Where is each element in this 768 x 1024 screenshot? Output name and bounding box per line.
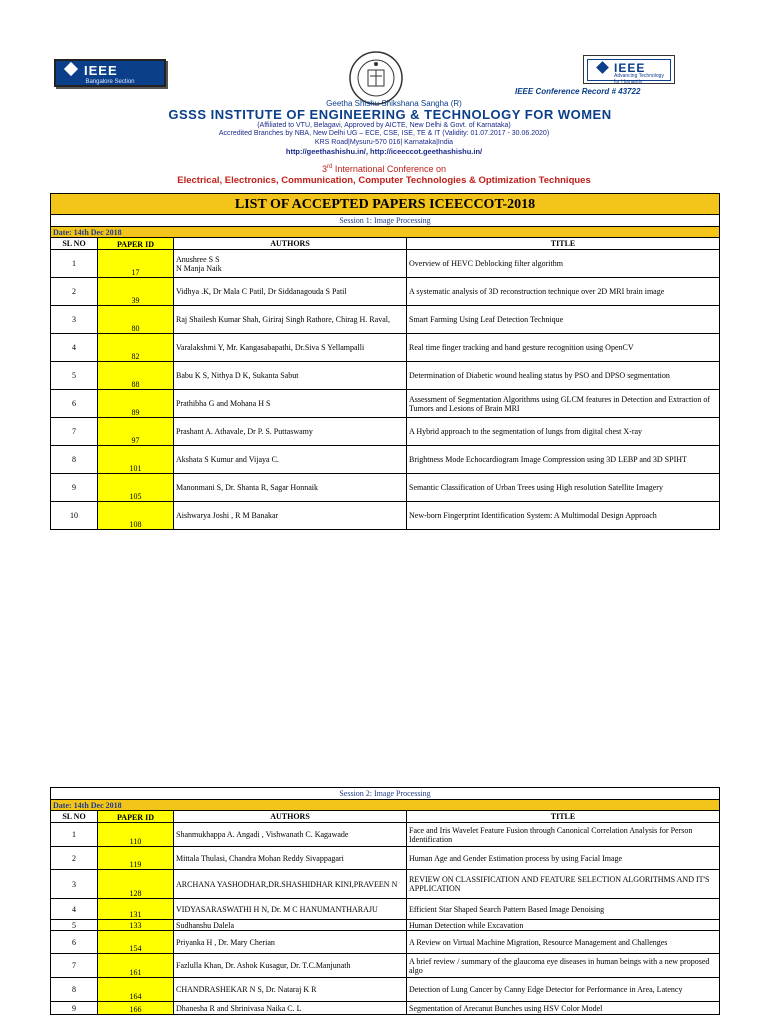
authors-cell: Sudhanshu Dalela bbox=[174, 920, 407, 931]
authors-cell: ARCHANA YASHODHAR,DR.SHASHIDHAR KINI,PRAVEEN N bbox=[174, 870, 407, 899]
authors-cell: VIDYASARASWATHI H N, Dr. M C HANUMANTHARAJU bbox=[174, 899, 407, 920]
session2-table bbox=[50, 787, 720, 1015]
sl-no-cell: 8 bbox=[51, 446, 98, 474]
authors-cell: Varalakshmi Y, Mr. Kangasabapathi, Dr.Siva S Yellampalli bbox=[174, 334, 407, 362]
col-authors: AUTHORS bbox=[174, 811, 407, 823]
sl-no-cell: 3 bbox=[51, 870, 98, 899]
authors-cell: Priyanka H , Dr. Mary Cherian bbox=[174, 931, 407, 954]
ieee-advancing-logo: IEEE Advancing Technology for Humanity bbox=[583, 55, 675, 84]
sl-no-cell: 10 bbox=[51, 502, 98, 530]
sl-no-cell: 3 bbox=[51, 306, 98, 334]
institute-emblem-icon bbox=[346, 50, 406, 106]
conference-number: 3rd International Conference on bbox=[322, 164, 446, 174]
conference-title: Electrical, Electronics, Communication, Computer Technologies & Optimization Techniques bbox=[177, 175, 591, 186]
authors-cell: Babu K S, Nithya D K, Sukanta Sabut bbox=[174, 362, 407, 390]
table-row bbox=[51, 978, 720, 1002]
paper-id-cell: 39 bbox=[98, 278, 174, 306]
sl-no-cell: 8 bbox=[51, 978, 98, 1002]
session-date: Date: 14th Dec 2018 bbox=[51, 227, 720, 238]
title-cell: Segmentation of Arecanut Bunches using HSV Color Model bbox=[407, 1002, 720, 1015]
sl-no-cell: 6 bbox=[51, 390, 98, 418]
title-cell: Real time finger tracking and hand gesture recognition using OpenCV bbox=[407, 334, 720, 362]
paper-id-cell: 133 bbox=[98, 920, 174, 931]
sangha-name: Geetha Shishu Shikshana Sangha (R) bbox=[326, 99, 462, 108]
title-cell: A brief review / summary of the glaucoma eye diseases in human beings with a new proposed algo bbox=[407, 954, 720, 978]
session1-table bbox=[50, 193, 720, 530]
sl-no-cell: 1 bbox=[51, 823, 98, 847]
table-row bbox=[51, 446, 720, 474]
authors-cell: Vidhya .K, Dr Mala C Patil, Dr Siddanagouda S Patil bbox=[174, 278, 407, 306]
col-slno: SL NO bbox=[51, 238, 98, 250]
paper-id-cell: 110 bbox=[98, 823, 174, 847]
title-cell: Overview of HEVC Deblocking filter algorithm bbox=[407, 250, 720, 278]
paper-id-cell: 154 bbox=[98, 931, 174, 954]
conference-record: IEEE Conference Record # 43722 bbox=[515, 87, 641, 96]
table-row bbox=[51, 899, 720, 920]
title-cell: Brightness Mode Echocardiogram Image Compression using 3D LEBP and 3D SPIHT bbox=[407, 446, 720, 474]
title-cell: Human Detection while Excavation bbox=[407, 920, 720, 931]
paper-id-cell: 161 bbox=[98, 954, 174, 978]
paper-id-cell: 164 bbox=[98, 978, 174, 1002]
sl-no-cell: 7 bbox=[51, 954, 98, 978]
paper-id-cell: 131 bbox=[98, 899, 174, 920]
title-cell: New-born Fingerprint Identification System: A Multimodal Design Approach bbox=[407, 502, 720, 530]
table-header bbox=[51, 811, 720, 823]
ieee-bangalore-logo: IEEE Bangalore Section bbox=[54, 59, 166, 87]
col-authors: AUTHORS bbox=[174, 238, 407, 250]
title-cell: Smart Farming Using Leaf Detection Technique bbox=[407, 306, 720, 334]
col-title: TITLE bbox=[407, 238, 720, 250]
title-cell: A systematic analysis of 3D reconstruction technique over 2D MRI brain image bbox=[407, 278, 720, 306]
paper-id-cell: 80 bbox=[98, 306, 174, 334]
ieee-diamond-icon bbox=[596, 61, 609, 74]
title-cell: REVIEW ON CLASSIFICATION AND FEATURE SELECTION ALGORITHMS AND IT'S APPLICATION bbox=[407, 870, 720, 899]
table-row bbox=[51, 502, 720, 530]
paper-id-cell: 17 bbox=[98, 250, 174, 278]
title-cell: Semantic Classification of Urban Trees using High resolution Satellite Imagery bbox=[407, 474, 720, 502]
paper-id-cell: 89 bbox=[98, 390, 174, 418]
authors-cell: Prathibha G and Mohana H S bbox=[174, 390, 407, 418]
authors-cell: Prashant A. Athavale, Dr P. S. Puttaswamy bbox=[174, 418, 407, 446]
authors-cell: Mittala Thulasi, Chandra Mohan Reddy Sivappagari bbox=[174, 847, 407, 870]
paper-id-cell: 166 bbox=[98, 1002, 174, 1015]
authors-cell: Akshata S Kumur and Vijaya C. bbox=[174, 446, 407, 474]
table-row bbox=[51, 931, 720, 954]
table-row bbox=[51, 250, 720, 278]
authors-cell: Dhanesha R and Shrinivasa Naika C. L bbox=[174, 1002, 407, 1015]
paper-id-cell: 101 bbox=[98, 446, 174, 474]
table-row bbox=[51, 920, 720, 931]
col-paper-id: PAPER ID bbox=[98, 238, 174, 250]
title-cell: A Hybrid approach to the segmentation of lungs from digital chest X-ray bbox=[407, 418, 720, 446]
sl-no-cell: 6 bbox=[51, 931, 98, 954]
list-title: LIST OF ACCEPTED PAPERS ICEECCOT-2018 bbox=[51, 194, 720, 215]
accreditation: Accredited Branches by NBA, New Delhi UG – ECE, CSE, ISE, TE & IT (Validity: 01.07.2017 - 30.06.2020) bbox=[218, 130, 550, 137]
title-cell: Face and Iris Wavelet Feature Fusion through Canonical Correlation Analysis for Person Identification bbox=[407, 823, 720, 847]
table-row bbox=[51, 362, 720, 390]
table-row bbox=[51, 418, 720, 446]
session-date: Date: 14th Dec 2018 bbox=[51, 800, 720, 811]
paper-id-cell: 128 bbox=[98, 870, 174, 899]
title-cell: Efficient Star Shaped Search Pattern Based Image Denoising bbox=[407, 899, 720, 920]
authors-cell: Raj Shailesh Kumar Shah, Giriraj Singh Rathore, Chirag H. Raval, bbox=[174, 306, 407, 334]
sl-no-cell: 9 bbox=[51, 1002, 98, 1015]
sl-no-cell: 5 bbox=[51, 920, 98, 931]
authors-cell: Anushree S S N Manja Naik bbox=[174, 250, 407, 278]
paper-id-cell: 105 bbox=[98, 474, 174, 502]
table-row bbox=[51, 870, 720, 899]
col-paper-id: PAPER ID bbox=[98, 811, 174, 823]
authors-cell: Aishwarya Joshi , R M Banakar bbox=[174, 502, 407, 530]
session-title: Session 2: Image Processing bbox=[51, 788, 720, 800]
title-cell: Assessment of Segmentation Algorithms using GLCM features in Detection and Extraction of Tumors and Lesions of Brain MRI bbox=[407, 390, 720, 418]
table-header bbox=[51, 238, 720, 250]
title-cell: Detection of Lung Cancer by Canny Edge Detector for Performance in Area, Latency bbox=[407, 978, 720, 1002]
paper-id-cell: 108 bbox=[98, 502, 174, 530]
sl-no-cell: 9 bbox=[51, 474, 98, 502]
table-row bbox=[51, 390, 720, 418]
table-row bbox=[51, 847, 720, 870]
col-slno: SL NO bbox=[51, 811, 98, 823]
authors-cell: Fazlulla Khan, Dr. Ashok Kusagur, Dr. T.C.Manjunath bbox=[174, 954, 407, 978]
paper-id-cell: 119 bbox=[98, 847, 174, 870]
table-row bbox=[51, 306, 720, 334]
table-row bbox=[51, 1002, 720, 1015]
sl-no-cell: 2 bbox=[51, 278, 98, 306]
sl-no-cell: 4 bbox=[51, 899, 98, 920]
paper-id-cell: 82 bbox=[98, 334, 174, 362]
paper-id-cell: 88 bbox=[98, 362, 174, 390]
table-row bbox=[51, 474, 720, 502]
table-row bbox=[51, 954, 720, 978]
session-title: Session 1: Image Processing bbox=[51, 215, 720, 227]
address: KRS Road|Mysuru-570 016| Karnataka|India bbox=[314, 139, 454, 146]
affiliation: (Affiliated to VTU, Belagavi, Approved by AICTE, New Delhi & Govt. of Karnataka) bbox=[257, 122, 511, 129]
table-row bbox=[51, 334, 720, 362]
title-cell: Determination of Diabetic wound healing status by PSO and DPSO segmentation bbox=[407, 362, 720, 390]
paper-id-cell: 97 bbox=[98, 418, 174, 446]
sl-no-cell: 4 bbox=[51, 334, 98, 362]
table-row bbox=[51, 278, 720, 306]
institute-name: GSSS INSTITUTE OF ENGINEERING & TECHNOLOGY FOR WOMEN bbox=[168, 107, 612, 122]
sl-no-cell: 1 bbox=[51, 250, 98, 278]
table-row bbox=[51, 823, 720, 847]
sl-no-cell: 7 bbox=[51, 418, 98, 446]
sl-no-cell: 5 bbox=[51, 362, 98, 390]
col-title: TITLE bbox=[407, 811, 720, 823]
sl-no-cell: 2 bbox=[51, 847, 98, 870]
title-cell: Human Age and Gender Estimation process by using Facial Image bbox=[407, 847, 720, 870]
website-links[interactable]: http://geethashishu.in/, http://iceeccot.geethashishu.in/ bbox=[285, 147, 483, 156]
authors-cell: CHANDRASHEKAR N S, Dr. Nataraj K R bbox=[174, 978, 407, 1002]
authors-cell: Manonmani S, Dr. Shanta R, Sagar Honnaik bbox=[174, 474, 407, 502]
title-cell: A Review on Virtual Machine Migration, Resource Management and Challenges bbox=[407, 931, 720, 954]
ieee-diamond-icon bbox=[64, 62, 78, 76]
authors-cell: Shanmukhappa A. Angadi , Vishwanath C. Kagawade bbox=[174, 823, 407, 847]
